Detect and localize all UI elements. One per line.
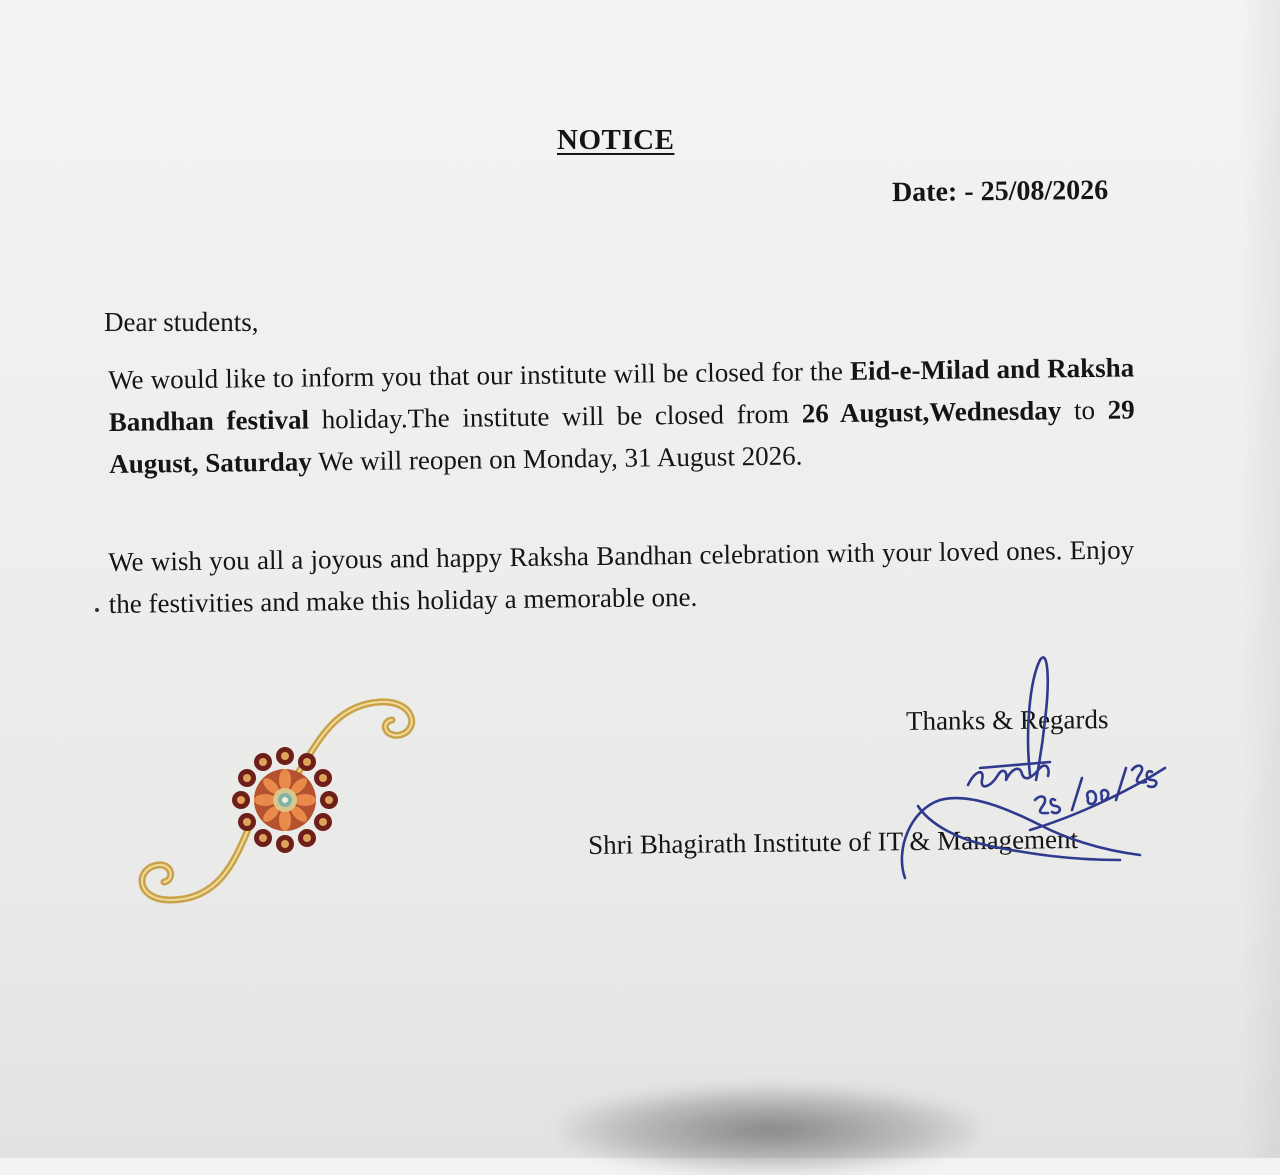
closure-intro: We would like to inform you that our institute will be closed for the xyxy=(108,355,851,395)
phone-shadow xyxy=(560,1085,980,1175)
ink-dot xyxy=(95,608,99,612)
notice-date: Date: - 25/08/2026 xyxy=(891,174,1109,209)
rakhi-icon xyxy=(130,690,430,920)
closure-to-date: 29 August, Saturday xyxy=(109,394,1135,479)
reopen-text: We will reopen on Monday, 31 August 2026. xyxy=(311,440,803,477)
closure-middle: holiday.The institute will be closed from xyxy=(308,398,802,435)
greeting: Dear students, xyxy=(104,307,259,337)
closure-paragraph xyxy=(108,346,1135,485)
closing-line: Thanks & Regards xyxy=(905,704,1109,736)
closure-to-word: to xyxy=(1061,394,1108,426)
paper-edge-shadow xyxy=(1240,0,1280,1158)
closure-from-date: 26 August,Wednesday xyxy=(801,395,1062,429)
institute-name: Shri Bhagirath Institute of IT & Management xyxy=(588,824,1079,860)
festival-name: Eid-e-Milad and Raksha Bandhan festival xyxy=(108,352,1135,437)
signature-icon xyxy=(890,650,1180,890)
wishes-paragraph: We wish you all a joyous and happy Raksha Bandhan celebration with your loved ones. Enjoy the festivities and make this holiday a memorable one. xyxy=(108,534,1135,619)
notice-title: NOTICE xyxy=(557,124,675,156)
